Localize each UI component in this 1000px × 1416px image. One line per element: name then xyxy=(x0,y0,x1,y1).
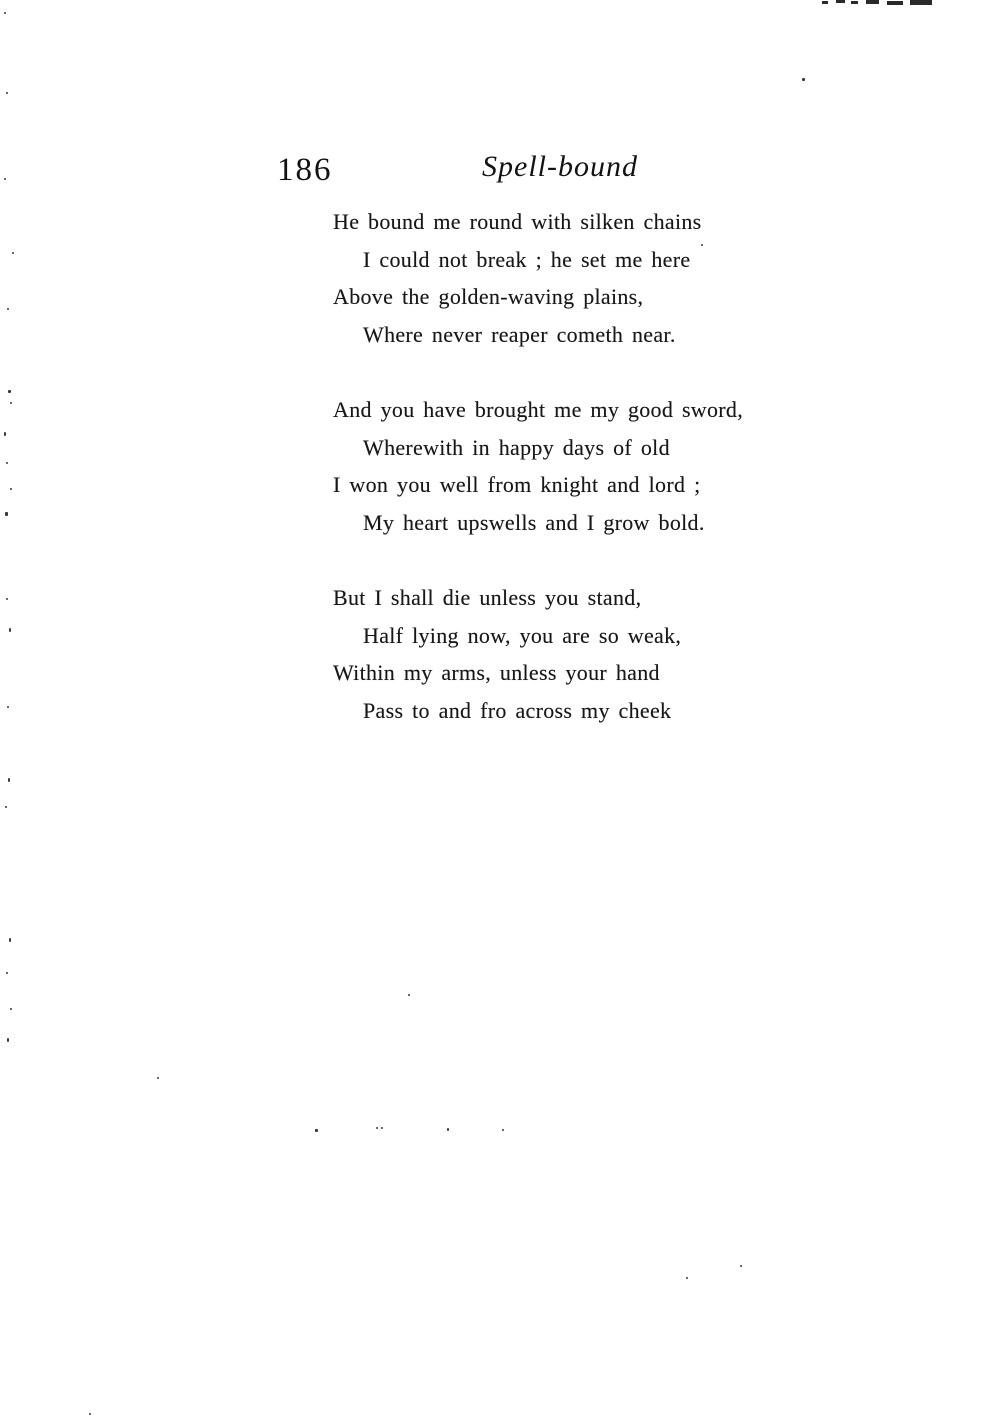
poem-line: Within my arms, unless your hand xyxy=(333,660,660,685)
poem-line: And you have brought me my good sword, xyxy=(333,397,744,422)
poem-line: Wherewith in happy days of old xyxy=(363,434,670,460)
poem-line: Half lying now, you are so weak, xyxy=(363,622,682,648)
poem-stanza xyxy=(333,579,853,729)
poem xyxy=(333,203,853,729)
poem-line: Where never reaper cometh near. xyxy=(363,321,676,347)
poem-stanza xyxy=(333,391,853,541)
poem-line: My heart upswells and I grow bold. xyxy=(363,509,705,535)
poem-stanza xyxy=(333,203,853,353)
poem-line: Pass to and fro across my cheek xyxy=(363,697,672,723)
poem-line: He bound me round with silken chains xyxy=(333,209,702,234)
page-number: 186 xyxy=(277,152,333,188)
poem-line: But I shall die unless you stand, xyxy=(333,585,642,610)
poem-line: Above the golden-waving plains, xyxy=(333,284,644,309)
poem-line: I could not break ; he set me here xyxy=(363,246,691,272)
poem-line: I won you well from knight and lord ; xyxy=(333,472,701,497)
running-title: Spell-bound xyxy=(482,150,638,183)
